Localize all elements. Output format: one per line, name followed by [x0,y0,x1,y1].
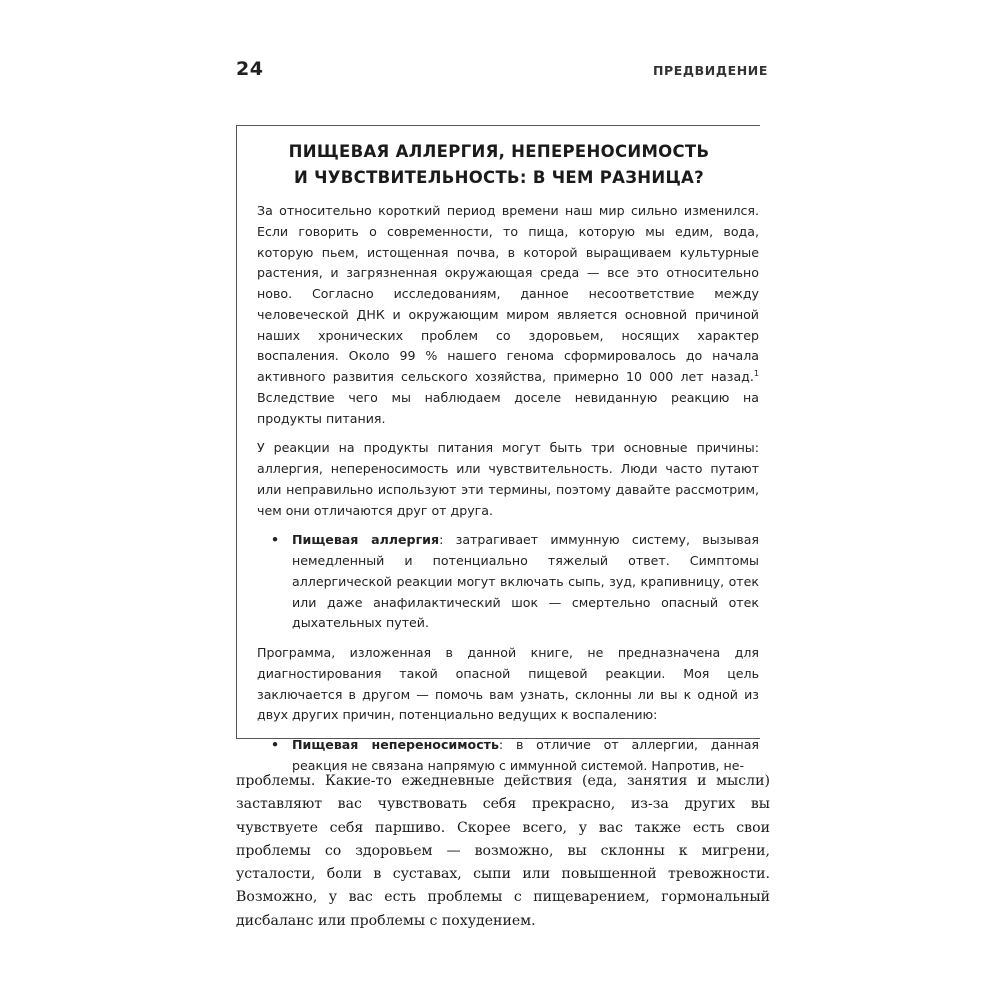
bullet-text: : затрагивает иммунную систему, вызывая немедленный и потенциально тяжелый ответ. Симптомы аллергической реакции могут включать сыпь, зуд, крапивницу, отек или даже анафилактический шок — смертельно опасный отек дыхательных путей. [292,532,760,631]
paragraph-1-text-b: Вследствие чего мы наблюдаем доселе невиданную реакцию на продукты питания. [257,389,759,426]
sidebar-title-line-2: И ЧУВСТВИТЕЛЬНОСТЬ: В ЧЕМ РАЗНИЦА? [293,168,704,187]
bullet-term: Пищевая непереносимость [292,737,499,752]
sidebar-body [257,201,759,786]
sidebar-box [236,125,760,773]
bullet-item-food-allergy [257,530,759,634]
sidebar-paragraph-2: У реакции на продукты питания могут быть три основные причины: аллергия, непереносимость или чувствительность. Люди часто путают или неправильно используют эти термины, поэтому давайте рассмотрим, чем они отличаются друг от друга. [257,440,759,518]
running-head: ПРЕДВИДЕНИЕ [652,63,768,78]
bullet-dot-icon: • [271,737,280,752]
sidebar-paragraph-3: Программа, изложенная в данной книге, не предназначена для диагностирования такой опасной пищевой реакции. Моя цель заключается в другом — помочь вам узнать, склонны ли вы к одной из двух других причин, потенциально ведущих к воспалению: [257,645,759,723]
sidebar-paragraph-1 [257,201,759,429]
bullet-term: Пищевая аллергия [292,532,440,548]
paragraph-1-text-a: За относительно короткий период времени наш мир сильно изменился. Если говорить о современности, то пища, которую мы едим, вода, которую пьем, истощенная почва, в которой выращиваем культурные растения, и загрязненная окружающая среда — все это относительно ново. Согласно исследованиям, данное несоответствие между человеческой ДНК и окружающим миром является основной причиной наших хронических проблем со здоровьем, носящих характер воспаления. Около 99 % нашего генома сформировалось до начала активного развития сельского хозяйства, примерно 10 000 лет назад. [257,203,759,384]
page-number: 24 [236,58,264,80]
main-paragraph: проблемы. Какие-то ежедневные действия (еда, занятия и мысли) заставляют вас чувствовать себя прекрасно, из-за других вы чувствуете себя паршиво. Скорее всего, у вас также есть свои проблемы со здоровьем — возможно, вы склонны к мигрени, усталости, боли в суставах, сыпи или повышенной тревожности. Возможно, у вас есть проблемы с пищеварением, гормональный дисбаланс или проблемы с похудением. [236,773,770,929]
bullet-text: : в отличие от аллергии, данная реакция не связана напрямую с иммунной системой. Напротив, не- [292,737,759,773]
bullet-dot-icon: • [271,532,280,548]
sidebar-title [237,139,761,191]
main-body-text [236,770,770,933]
footnote-ref: 1 [753,368,759,378]
sidebar-title-line-1: ПИЩЕВАЯ АЛЛЕРГИЯ, НЕПЕРЕНОСИМОСТЬ [288,142,710,161]
